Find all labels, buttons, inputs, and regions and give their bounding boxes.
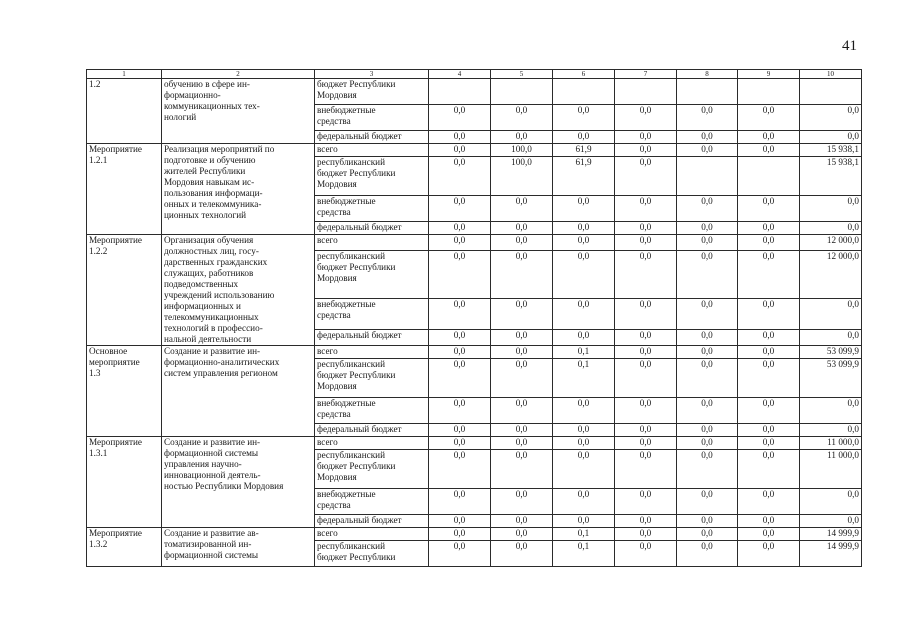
year-value: 61,9 [553, 157, 615, 196]
year-value: 0,0 [615, 196, 677, 222]
activity-name: Создание и развитие ав- томатизированной ин- формационной системы [162, 528, 315, 567]
year-value: 0,0 [738, 346, 800, 359]
year-value: 0,0 [738, 330, 800, 346]
year-value: 0,0 [677, 489, 738, 515]
header-cell: 9 [738, 70, 800, 79]
header-cell: 7 [615, 70, 677, 79]
year-value: 0,0 [738, 298, 800, 330]
year-value: 0,0 [429, 359, 491, 398]
year-value: 0,0 [677, 330, 738, 346]
year-value [429, 79, 491, 105]
activity-code: 1.2 [87, 79, 162, 144]
total-value: 0,0 [800, 424, 862, 437]
year-value: 0,0 [491, 131, 553, 144]
activity-code: Мероприятие 1.2.2 [87, 235, 162, 346]
year-value: 0,0 [429, 144, 491, 157]
year-value: 0,0 [677, 398, 738, 424]
year-value: 0,0 [553, 515, 615, 528]
year-value: 0,0 [491, 437, 553, 450]
year-value: 0,0 [429, 515, 491, 528]
total-value: 0,0 [800, 105, 862, 131]
year-value: 0,0 [553, 489, 615, 515]
total-value: 0,0 [800, 196, 862, 222]
total-value: 15 938,1 [800, 144, 862, 157]
year-value: 0,0 [677, 424, 738, 437]
year-value: 0,0 [677, 541, 738, 567]
year-value: 0,0 [491, 330, 553, 346]
year-value: 0,0 [677, 346, 738, 359]
activity-name: Реализация мероприятий по подготовке и обучению жителей Республики Мордовия навыкам ис- пользования информаци- онных и телекоммуника- ционных технологий [162, 144, 315, 235]
year-value: 0,0 [491, 359, 553, 398]
year-value: 0,0 [677, 437, 738, 450]
total-value: 0,0 [800, 515, 862, 528]
year-value: 0,0 [553, 298, 615, 330]
funding-source: республиканский бюджет Республики Мордовия [315, 359, 429, 398]
funding-source: федеральный бюджет [315, 222, 429, 235]
activity-name: Организация обучения должностных лиц, госу- дарственных гражданских служащих, работников подведомственных учреждений использованию информационных и телекоммуникационных технологий в профессио- нальной деятельности [162, 235, 315, 346]
year-value [738, 79, 800, 105]
year-value: 0,0 [491, 250, 553, 298]
year-value: 0,0 [553, 437, 615, 450]
year-value: 0,0 [615, 541, 677, 567]
header-cell: 10 [800, 70, 862, 79]
header-cell: 3 [315, 70, 429, 79]
funding-source: внебюджетные средства [315, 489, 429, 515]
year-value: 0,0 [677, 515, 738, 528]
year-value: 0,0 [615, 489, 677, 515]
funding-source: всего [315, 144, 429, 157]
year-value: 0,0 [615, 131, 677, 144]
year-value: 0,0 [429, 235, 491, 251]
year-value: 0,0 [615, 437, 677, 450]
year-value [615, 79, 677, 105]
funding-source: федеральный бюджет [315, 515, 429, 528]
year-value: 0,0 [738, 131, 800, 144]
activity-name: Создание и развитие ин- формационной системы управления научно- инновационной деятель- ностью Республики Мордовия [162, 437, 315, 528]
year-value: 0,0 [429, 398, 491, 424]
funding-source: всего [315, 346, 429, 359]
year-value: 0,1 [553, 528, 615, 541]
funding-source: всего [315, 235, 429, 251]
year-value: 0,0 [429, 346, 491, 359]
year-value: 0,0 [615, 235, 677, 251]
year-value: 100,0 [491, 144, 553, 157]
year-value: 0,0 [738, 398, 800, 424]
header-row [87, 70, 862, 79]
year-value: 0,0 [429, 489, 491, 515]
year-value [677, 157, 738, 196]
year-value [553, 79, 615, 105]
total-value: 0,0 [800, 489, 862, 515]
total-value: 15 938,1 [800, 157, 862, 196]
year-value: 0,0 [553, 398, 615, 424]
year-value: 0,0 [491, 298, 553, 330]
table-row [87, 346, 862, 359]
year-value: 0,0 [738, 437, 800, 450]
year-value: 0,0 [491, 489, 553, 515]
activity-code: Основное мероприятие 1.3 [87, 346, 162, 437]
year-value: 0,0 [491, 528, 553, 541]
year-value: 0,0 [738, 235, 800, 251]
year-value: 0,0 [738, 450, 800, 489]
funding-source: республиканский бюджет Республики Мордовия [315, 250, 429, 298]
funding-source: федеральный бюджет [315, 330, 429, 346]
year-value: 0,0 [738, 528, 800, 541]
year-value: 0,0 [553, 105, 615, 131]
activity-code: Мероприятие 1.2.1 [87, 144, 162, 235]
year-value: 0,0 [429, 157, 491, 196]
year-value: 0,0 [615, 157, 677, 196]
activity-code: Мероприятие 1.3.1 [87, 437, 162, 528]
year-value: 0,0 [553, 222, 615, 235]
year-value: 0,0 [738, 424, 800, 437]
year-value: 0,0 [429, 222, 491, 235]
year-value: 0,0 [738, 105, 800, 131]
year-value: 0,0 [491, 222, 553, 235]
table-row [87, 79, 862, 105]
page-number: 41 [842, 38, 857, 54]
total-value: 12 000,0 [800, 235, 862, 251]
year-value [491, 79, 553, 105]
funding-source: внебюджетные средства [315, 196, 429, 222]
year-value: 0,0 [553, 131, 615, 144]
activity-name: обучению в сфере ин- формационно- коммуникационных тех- нологий [162, 79, 315, 144]
total-value: 0,0 [800, 131, 862, 144]
year-value: 0,0 [553, 235, 615, 251]
year-value: 0,0 [491, 515, 553, 528]
year-value: 0,0 [615, 424, 677, 437]
funding-source: внебюджетные средства [315, 105, 429, 131]
year-value: 0,0 [491, 424, 553, 437]
year-value: 0,0 [491, 235, 553, 251]
year-value: 0,0 [615, 528, 677, 541]
funding-source: республиканский бюджет Республики Мордовия [315, 157, 429, 196]
year-value: 0,1 [553, 346, 615, 359]
funding-source: бюджет Республики Мордовия [315, 79, 429, 105]
year-value: 0,0 [677, 359, 738, 398]
year-value: 0,0 [429, 528, 491, 541]
year-value: 0,1 [553, 359, 615, 398]
total-value: 53 099,9 [800, 359, 862, 398]
funding-source: федеральный бюджет [315, 424, 429, 437]
year-value: 0,0 [615, 330, 677, 346]
table-row [87, 437, 862, 450]
year-value: 0,0 [615, 105, 677, 131]
year-value: 0,0 [615, 359, 677, 398]
year-value: 0,0 [615, 250, 677, 298]
year-value: 0,0 [553, 424, 615, 437]
year-value: 0,0 [738, 144, 800, 157]
year-value: 0,0 [553, 196, 615, 222]
year-value: 0,0 [738, 541, 800, 567]
total-value: 14 999,9 [800, 541, 862, 567]
year-value: 0,0 [553, 330, 615, 346]
total-value: 0,0 [800, 222, 862, 235]
year-value: 0,0 [429, 424, 491, 437]
funding-source: федеральный бюджет [315, 131, 429, 144]
year-value: 0,0 [553, 250, 615, 298]
year-value: 0,0 [491, 196, 553, 222]
year-value: 0,0 [677, 450, 738, 489]
year-value: 0,1 [553, 541, 615, 567]
total-value [800, 79, 862, 105]
year-value [738, 157, 800, 196]
year-value: 0,0 [677, 222, 738, 235]
year-value: 0,0 [615, 450, 677, 489]
year-value: 0,0 [677, 235, 738, 251]
year-value: 0,0 [738, 359, 800, 398]
year-value [677, 79, 738, 105]
year-value: 0,0 [615, 144, 677, 157]
year-value: 0,0 [615, 398, 677, 424]
funding-source: республиканский бюджет Республики Мордовия [315, 450, 429, 489]
header-cell: 2 [162, 70, 315, 79]
year-value: 0,0 [429, 250, 491, 298]
year-value: 61,9 [553, 144, 615, 157]
table-row [87, 528, 862, 541]
year-value: 0,0 [677, 105, 738, 131]
budget-table [86, 69, 862, 567]
year-value: 0,0 [429, 330, 491, 346]
header-cell: 4 [429, 70, 491, 79]
year-value: 0,0 [429, 450, 491, 489]
year-value: 0,0 [429, 437, 491, 450]
year-value: 0,0 [738, 489, 800, 515]
header-cell: 8 [677, 70, 738, 79]
funding-source: всего [315, 528, 429, 541]
year-value: 0,0 [429, 105, 491, 131]
year-value: 0,0 [429, 131, 491, 144]
year-value: 0,0 [738, 222, 800, 235]
activity-code: Мероприятие 1.3.2 [87, 528, 162, 567]
total-value: 11 000,0 [800, 437, 862, 450]
table-row [87, 144, 862, 157]
total-value: 11 000,0 [800, 450, 862, 489]
total-value: 0,0 [800, 298, 862, 330]
year-value: 0,0 [491, 105, 553, 131]
year-value: 0,0 [677, 528, 738, 541]
year-value: 0,0 [429, 298, 491, 330]
year-value: 0,0 [738, 515, 800, 528]
year-value: 0,0 [677, 196, 738, 222]
total-value: 53 099,9 [800, 346, 862, 359]
year-value: 0,0 [491, 450, 553, 489]
year-value: 0,0 [491, 346, 553, 359]
funding-source: всего [315, 437, 429, 450]
year-value: 0,0 [615, 515, 677, 528]
total-value: 0,0 [800, 330, 862, 346]
year-value: 0,0 [677, 250, 738, 298]
year-value: 0,0 [553, 450, 615, 489]
year-value: 0,0 [677, 144, 738, 157]
year-value: 0,0 [615, 222, 677, 235]
year-value: 0,0 [738, 250, 800, 298]
year-value: 0,0 [738, 196, 800, 222]
header-cell: 1 [87, 70, 162, 79]
year-value: 0,0 [615, 346, 677, 359]
year-value: 0,0 [615, 298, 677, 330]
header-cell: 6 [553, 70, 615, 79]
table-row [87, 235, 862, 251]
funding-source: внебюджетные средства [315, 298, 429, 330]
year-value: 0,0 [491, 398, 553, 424]
funding-source: республиканский бюджет Республики [315, 541, 429, 567]
header-cell: 5 [491, 70, 553, 79]
total-value: 12 000,0 [800, 250, 862, 298]
year-value: 100,0 [491, 157, 553, 196]
year-value: 0,0 [491, 541, 553, 567]
activity-name: Создание и развитие ин- формационно-аналитических систем управления регионом [162, 346, 315, 437]
total-value: 14 999,9 [800, 528, 862, 541]
year-value: 0,0 [429, 541, 491, 567]
year-value: 0,0 [677, 298, 738, 330]
total-value: 0,0 [800, 398, 862, 424]
year-value: 0,0 [677, 131, 738, 144]
year-value: 0,0 [429, 196, 491, 222]
funding-source: внебюджетные средства [315, 398, 429, 424]
